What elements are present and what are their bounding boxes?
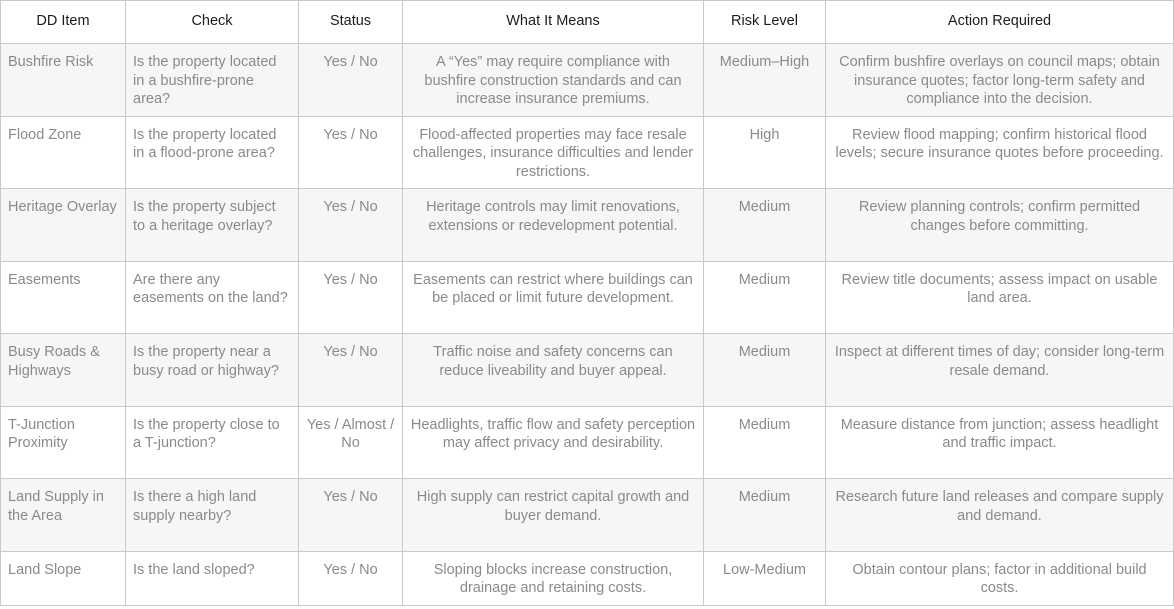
cell-check: Is the property close to a T-junction? bbox=[126, 406, 299, 479]
table-row bbox=[1, 551, 1174, 605]
cell-risk-level: Medium–High bbox=[704, 44, 826, 117]
cell-meaning: Easements can restrict where buildings can be placed or limit future development. bbox=[403, 261, 704, 334]
cell-status: Yes / No bbox=[299, 116, 403, 189]
cell-check: Is the property located in a flood-prone area? bbox=[126, 116, 299, 189]
cell-meaning: A “Yes” may require compliance with bushfire construction standards and can increase insurance premiums. bbox=[403, 44, 704, 117]
cell-status: Yes / No bbox=[299, 261, 403, 334]
cell-check: Is the property near a busy road or highway? bbox=[126, 334, 299, 407]
table-row bbox=[1, 261, 1174, 334]
cell-risk-level: Medium bbox=[704, 406, 826, 479]
cell-action: Inspect at different times of day; consider long-term resale demand. bbox=[826, 334, 1174, 407]
cell-risk-level: Medium bbox=[704, 261, 826, 334]
header-action-required: Action Required bbox=[826, 1, 1174, 44]
header-risk-level: Risk Level bbox=[704, 1, 826, 44]
cell-risk-level: Medium bbox=[704, 479, 826, 552]
cell-status: Yes / No bbox=[299, 479, 403, 552]
cell-action: Review title documents; assess impact on usable land area. bbox=[826, 261, 1174, 334]
table-header-row bbox=[1, 1, 1174, 44]
table-row bbox=[1, 44, 1174, 117]
cell-check: Is the property subject to a heritage overlay? bbox=[126, 189, 299, 262]
cell-meaning: High supply can restrict capital growth and buyer demand. bbox=[403, 479, 704, 552]
cell-risk-level: High bbox=[704, 116, 826, 189]
cell-risk-level: Low-Medium bbox=[704, 551, 826, 605]
table-row bbox=[1, 116, 1174, 189]
cell-action: Review planning controls; confirm permitted changes before committing. bbox=[826, 189, 1174, 262]
cell-dd-item: Land Slope bbox=[1, 551, 126, 605]
cell-dd-item: Bushfire Risk bbox=[1, 44, 126, 117]
cell-dd-item: Heritage Overlay bbox=[1, 189, 126, 262]
cell-action: Measure distance from junction; assess headlight and traffic impact. bbox=[826, 406, 1174, 479]
cell-action: Confirm bushfire overlays on council maps; obtain insurance quotes; factor long-term safety and compliance into the decision. bbox=[826, 44, 1174, 117]
header-status: Status bbox=[299, 1, 403, 44]
header-check: Check bbox=[126, 1, 299, 44]
cell-check: Are there any easements on the land? bbox=[126, 261, 299, 334]
cell-check: Is the land sloped? bbox=[126, 551, 299, 605]
table-row bbox=[1, 334, 1174, 407]
cell-risk-level: Medium bbox=[704, 189, 826, 262]
cell-meaning: Flood-affected properties may face resale challenges, insurance difficulties and lender restrictions. bbox=[403, 116, 704, 189]
header-what-it-means: What It Means bbox=[403, 1, 704, 44]
table-row bbox=[1, 479, 1174, 552]
cell-action: Research future land releases and compare supply and demand. bbox=[826, 479, 1174, 552]
cell-check: Is there a high land supply nearby? bbox=[126, 479, 299, 552]
cell-status: Yes / Almost / No bbox=[299, 406, 403, 479]
cell-dd-item: Busy Roads & Highways bbox=[1, 334, 126, 407]
cell-meaning: Headlights, traffic flow and safety perception may affect privacy and desirability. bbox=[403, 406, 704, 479]
cell-action: Obtain contour plans; factor in additional build costs. bbox=[826, 551, 1174, 605]
cell-status: Yes / No bbox=[299, 44, 403, 117]
cell-risk-level: Medium bbox=[704, 334, 826, 407]
cell-status: Yes / No bbox=[299, 551, 403, 605]
cell-dd-item: Land Supply in the Area bbox=[1, 479, 126, 552]
cell-check: Is the property located in a bushfire-prone area? bbox=[126, 44, 299, 117]
cell-status: Yes / No bbox=[299, 189, 403, 262]
table-row bbox=[1, 406, 1174, 479]
cell-status: Yes / No bbox=[299, 334, 403, 407]
cell-action: Review flood mapping; confirm historical flood levels; secure insurance quotes before proceeding. bbox=[826, 116, 1174, 189]
cell-dd-item: Flood Zone bbox=[1, 116, 126, 189]
header-dd-item: DD Item bbox=[1, 1, 126, 44]
cell-meaning: Heritage controls may limit renovations, extensions or redevelopment potential. bbox=[403, 189, 704, 262]
cell-meaning: Sloping blocks increase construction, drainage and retaining costs. bbox=[403, 551, 704, 605]
cell-dd-item: Easements bbox=[1, 261, 126, 334]
cell-meaning: Traffic noise and safety concerns can reduce liveability and buyer appeal. bbox=[403, 334, 704, 407]
cell-dd-item: T-Junction Proximity bbox=[1, 406, 126, 479]
table-row bbox=[1, 189, 1174, 262]
